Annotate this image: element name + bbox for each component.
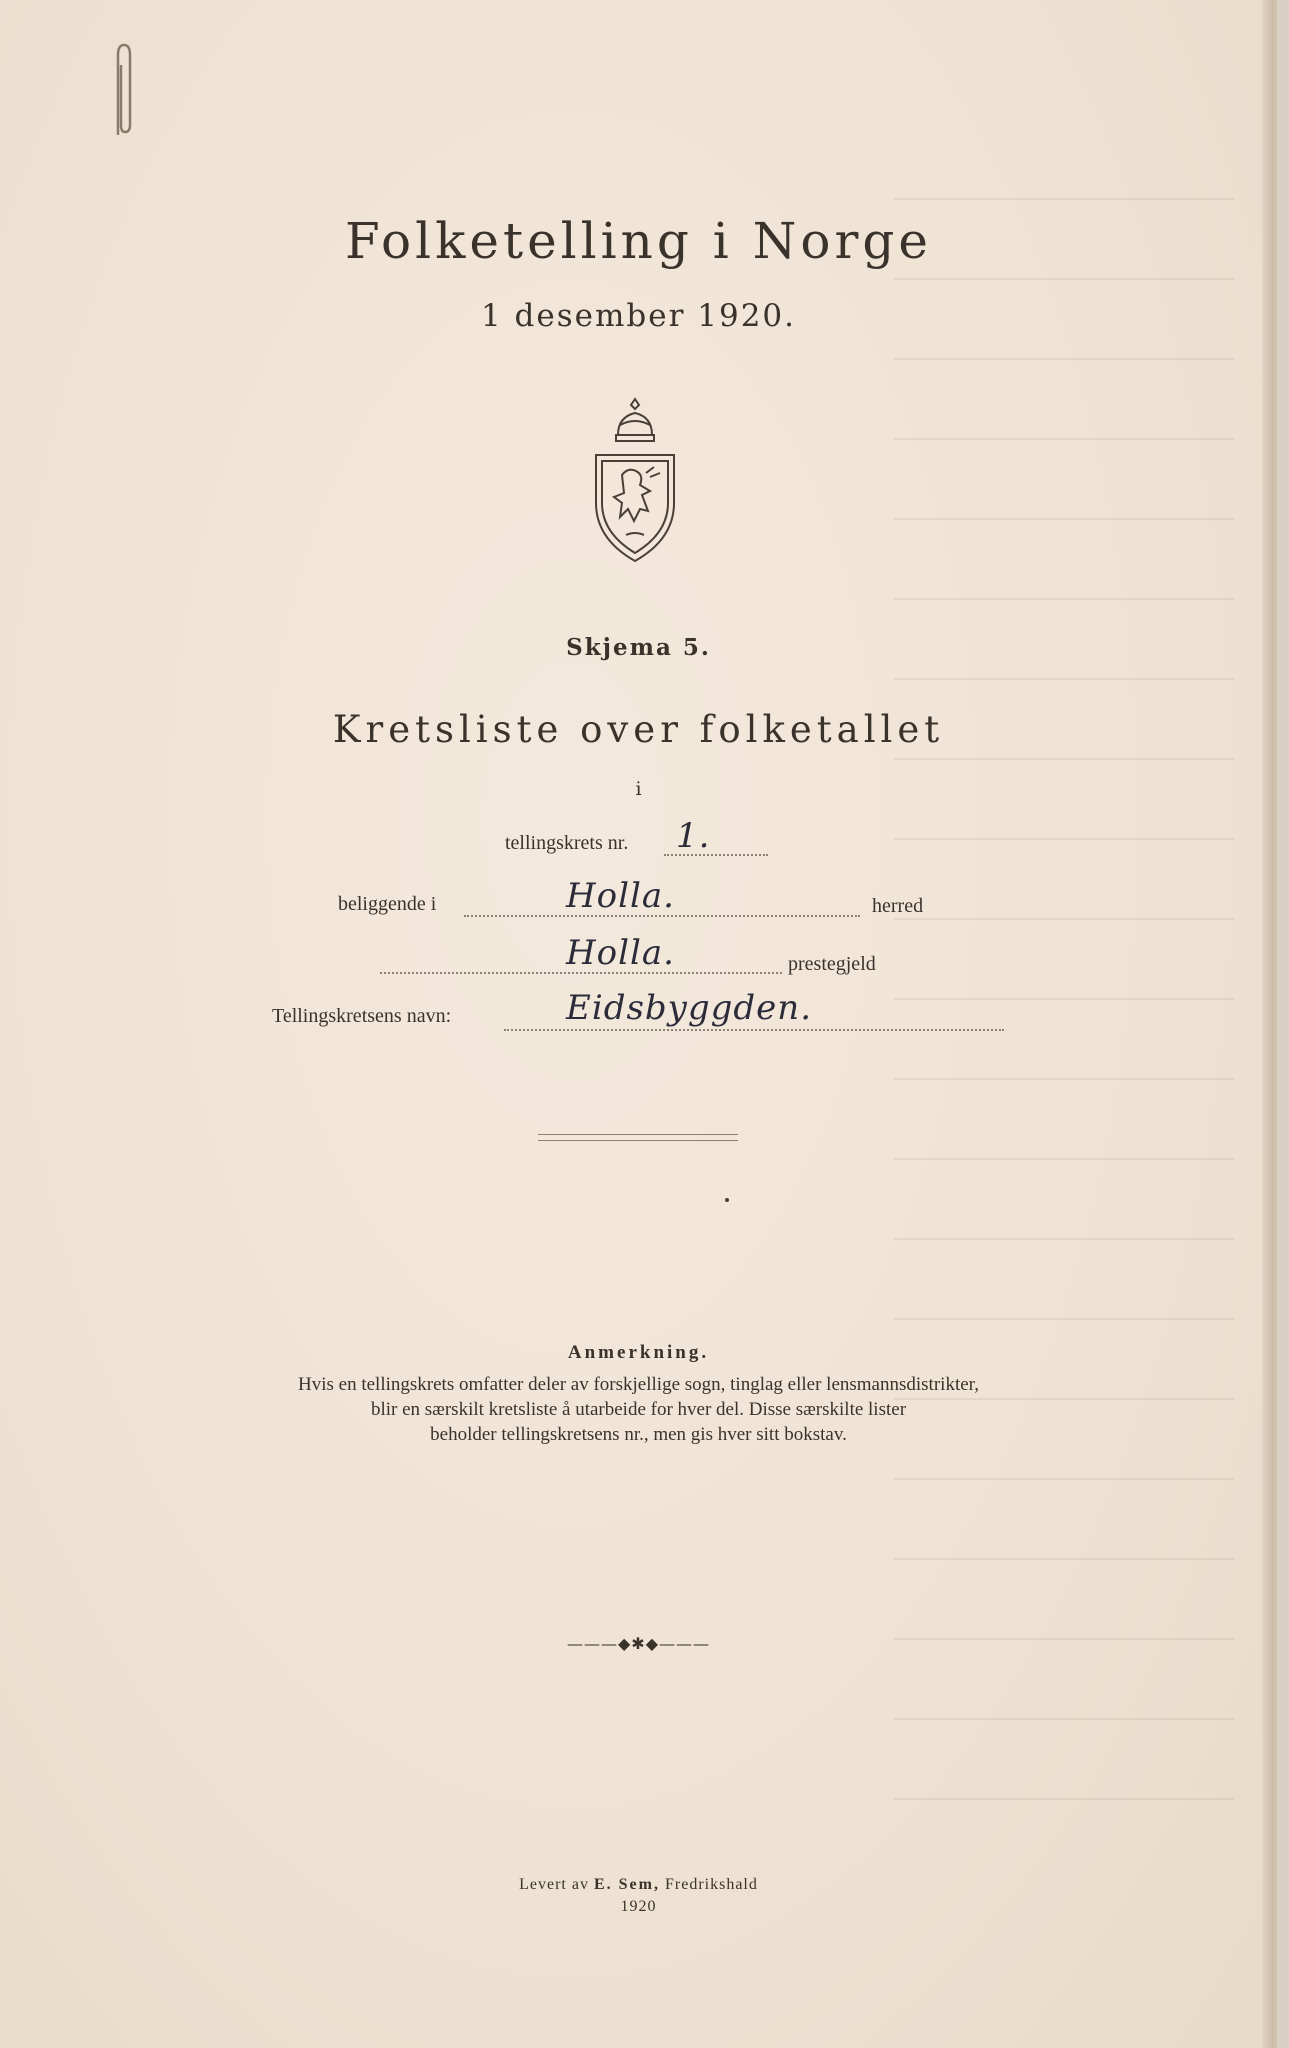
note-heading: Anmerkning. [567,1342,710,1363]
navn-handwritten-value: Eidsbyggden. [566,988,812,1028]
coat-of-arms-icon [590,395,680,565]
schema-number: Skjema 5. [566,634,711,661]
note-body [0,1372,1277,1447]
note-line-1: Hvis en tellingskrets omfatter deler av forskjellige sogn, tinglag eller lensmannsdistrikter, [298,1374,979,1395]
navn-label: Tellingskretsens navn: [272,1005,452,1027]
ornament-divider: ———◆✱◆——— [566,1634,710,1653]
krets-label: tellingskrets nr. [505,832,629,854]
printer-prefix: Levert av [519,1876,589,1893]
ink-dot [725,1198,729,1202]
printer-imprint [0,1874,1277,1918]
connector-text: i [635,778,642,800]
beliggende-handwritten-value: Holla. [566,876,675,916]
double-rule-divider [538,1134,738,1141]
note-line-3: beholder tellingskretsens nr., men gis hver sitt bokstav. [430,1424,847,1445]
paperclip-icon [110,40,138,140]
prestegjeld-handwritten-value: Holla. [566,933,675,973]
herred-label: herred [872,895,924,917]
note-line-2: blir en særskilt kretsliste å utarbeide for hver del. Disse særskilte lister [370,1399,907,1420]
navn-field-line [504,1029,1004,1031]
census-date: 1 desember 1920. [480,298,797,334]
beliggende-label: beliggende i [338,893,437,915]
prestegjeld-label: prestegjeld [788,953,876,975]
printer-year: 1920 [620,1898,657,1915]
document-subtitle: Kretsliste over folketallet [332,708,945,751]
bleed-through-texture [894,120,1234,1820]
document-title: Folketelling i Norge [345,212,932,270]
printer-name: E. Sem, [593,1876,660,1893]
printer-line [0,1874,1277,1896]
printer-place: Fredrikshald [664,1876,758,1893]
krets-handwritten-value: 1. [676,816,711,856]
